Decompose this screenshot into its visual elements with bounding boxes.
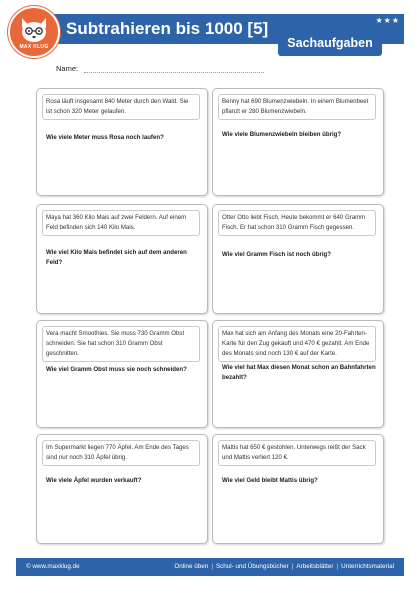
task-card-8 [212,434,384,544]
task-card-3 [36,204,208,314]
task-question: Wie viel Gramm Obst muss sie noch schneiden? [46,366,187,373]
footer-divider: | [291,563,294,570]
footer-divider: | [336,563,339,570]
task-card-6 [212,320,384,428]
task-question: Wie viele Äpfel wurden verkauft? [46,477,142,484]
footer-link-books[interactable]: Schul- und Übungsbücher [215,563,289,570]
max-klug-logo [8,6,60,58]
task-question: Wie viel Geld bleibt Mattis übrig? [222,477,318,484]
task-question: Wie viel hat Max diesen Monat schon an Bahnfahrten bezahlt? [222,364,376,381]
task-question: Wie viele Meter muss Rosa noch laufen? [46,134,164,141]
task-card-5 [36,320,208,428]
task-card-1 [36,88,208,196]
task-text: Rosa läuft insgesamt 840 Meter durch den Wald. Sie ist schon 320 Meter gelaufen. [42,94,200,120]
footer-divider: | [211,563,213,570]
task-text: Maya hat 360 Kilo Mais auf zwei Feldern. Auf einem Feld befinden sich 140 Kilo Mais. [42,210,200,236]
name-input-line[interactable] [84,72,264,73]
page-title: Subtrahieren bis 1000 [5] [66,19,269,38]
category-badge: Sachaufgaben [278,30,382,56]
footer-link-online[interactable]: Online üben [174,563,209,570]
task-text: Im Supermarkt liegen 770 Äpfel. Am Ende des Tages sind nur noch 310 Äpfel übrig. [42,440,200,466]
task-text: Max hat sich am Anfang des Monats eine 20-Fahrten-Karte für den Zug gekauft und 470 € gezahlt. Am Ende des Monats sind noch 130 € auf der Karte. [218,326,376,362]
task-question: Wie viel Gramm Fisch ist noch übrig? [222,251,331,258]
name-label: Name: [56,64,79,73]
footer-links [174,563,394,570]
footer-link-materials[interactable]: Unterrichtsmaterial [341,563,394,570]
task-text: Benny hat 690 Blumenzwiebeln. In einem Blumenbeet pflanzt er 280 Blumenzwiebeln. [218,94,376,120]
task-card-4 [212,204,384,314]
footer-site-link[interactable]: © www.maxklug.de [26,563,80,570]
footer-bar [16,558,404,576]
task-card-2 [212,88,384,196]
difficulty-stars: ★★★ [375,16,400,25]
logo-text: MAX KLUG [19,44,49,50]
task-text: Vera macht Smoothies. Sie muss 730 Gramm Obst schneiden. Sie hat schon 310 Gramm Obst geschnitten. [42,326,200,362]
footer-link-worksheets[interactable]: Arbeitsblätter [296,563,334,570]
task-text: Otter Otto liebt Fisch. Heute bekommt er 640 Gramm Fisch. Er hat schon 310 Gramm Fisch gegessen. [218,210,376,236]
task-card-7 [36,434,208,544]
task-question: Wie viel Kilo Mais befindet sich auf dem anderen Feld? [46,249,187,266]
task-text: Mattis hat 650 € gestohlen. Unterwegs reißt der Sack und Mattis verliert 120 €. [218,440,376,466]
task-question: Wie viele Blumenzwiebeln bleiben übrig? [222,131,342,138]
